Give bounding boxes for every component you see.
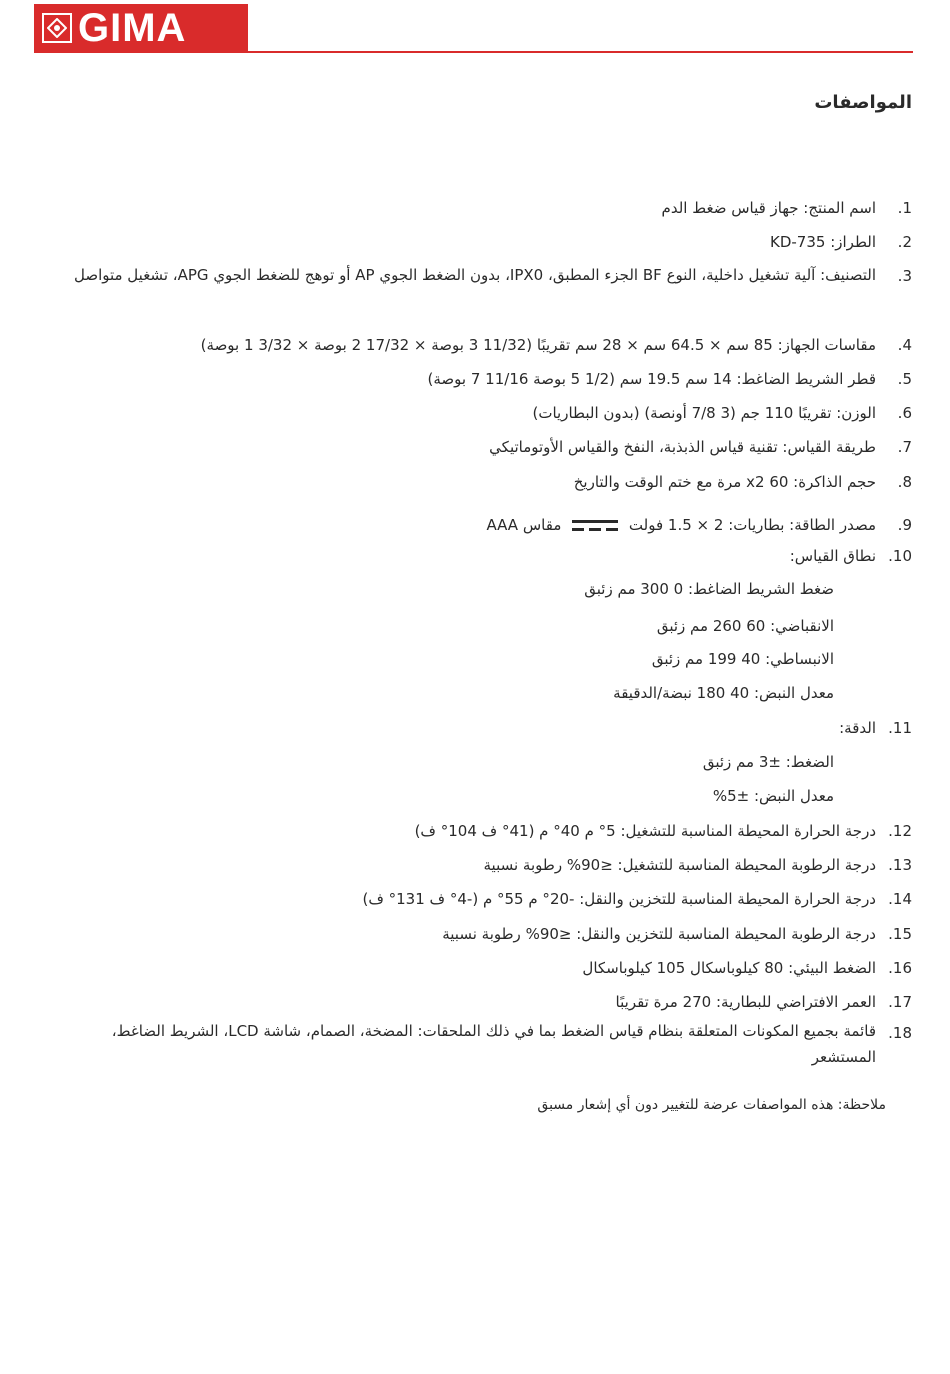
page-title: المواصفات: [814, 92, 912, 113]
header-rule: [34, 51, 913, 53]
power-source-text: مصدر الطاقة: بطاريات: 2 × 1.5 فولت: [628, 516, 876, 534]
battery-size-text: مقاس AAA: [486, 516, 562, 534]
gima-logo: [34, 4, 248, 52]
range-item: الانقباضي: 60 260 مم زئبق: [656, 617, 834, 635]
dc-current-icon: [572, 519, 618, 533]
range-item: معدل النبض: 40 180 نبضة/الدقيقة: [613, 684, 834, 702]
brand-name: GIMA: [78, 6, 187, 50]
list-item: 3. التصنيف: آلية تشغيل داخلية، النوع BF الجزء المطبق، IPX0، بدون الضغط الجوي AP أو توهج للضغط الجوي APG، تشغيل متواصل: [73, 266, 912, 285]
logo-emblem-icon: [42, 13, 72, 43]
accuracy-item: الضغط: ±3 مم زئبق: [702, 753, 834, 771]
accuracy-item: معدل النبض: ±5%: [712, 787, 834, 805]
list-item: 18. قائمة بجميع المكونات المتعلقة بنظام قياس الضغط بما في ذلك الملحقات: المضخة، الصمام، شاشة LCD، الشريط الضاغط، المستشعر: [111, 1022, 912, 1066]
note-text: ملاحظة: هذه المواصفات عرضة للتغيير دون أي إشعار مسبق: [537, 1097, 886, 1113]
range-item: ضغط الشريط الضاغط: 0 300 مم زئبق: [584, 580, 834, 598]
range-item: الانبساطي: 40 199 مم زئبق: [651, 650, 834, 668]
